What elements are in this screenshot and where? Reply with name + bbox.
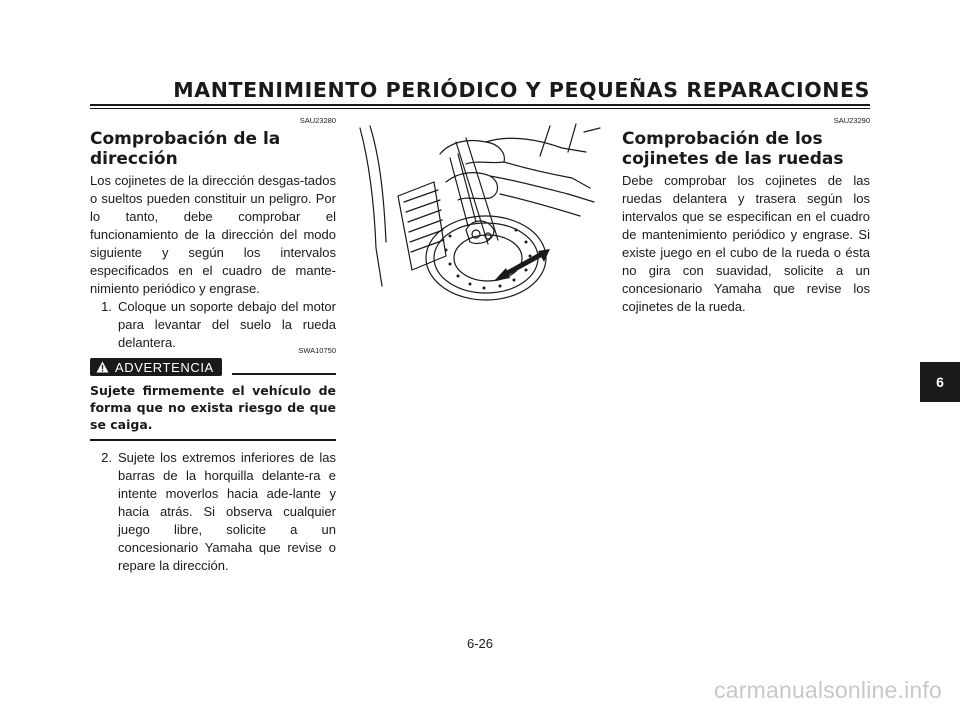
step-number: 1. <box>101 299 112 314</box>
section-title-line-2: dirección <box>90 149 178 169</box>
warning-triangle-icon <box>96 361 109 373</box>
page-number: 6-26 <box>466 636 494 651</box>
warning-box <box>90 346 336 441</box>
header-rule <box>90 104 870 106</box>
section-title-line-1: Comprobación de la <box>90 129 281 149</box>
section-code: SAU23280 <box>299 116 336 125</box>
section-code: SAU23290 <box>833 116 870 125</box>
header-rule-thin <box>90 108 870 109</box>
warning-badge <box>90 358 222 376</box>
section-title-line-2: cojinetes de las ruedas <box>622 149 844 169</box>
watermark: carmanualsonline.info <box>714 677 942 703</box>
steering-section <box>90 116 336 575</box>
section-title <box>90 129 336 169</box>
chapter-title: MANTENIMIENTO PERIÓDICO Y PEQUEÑAS REPARACIONES <box>173 78 870 102</box>
steering-intro: Los cojinetes de la dirección desgas-tados o sueltos pueden constituir un peligro. Por lo tanto, debe comprobar el funcionamiento de la dirección del modo siguiente y según los intervalos especificados en el cuadro de mante-nimiento periódico y engrase. <box>90 173 336 296</box>
page-header <box>90 70 870 110</box>
warning-header <box>90 358 336 376</box>
warning-text: Sujete firmemente el vehículo de forma que no exista riesgo de que se caiga. <box>90 383 336 432</box>
wheel-bearings-section <box>622 116 870 316</box>
step-item <box>90 298 336 352</box>
warning-label: ADVERTENCIA <box>115 359 214 375</box>
section-title <box>622 129 870 169</box>
chapter-tab: 6 <box>920 362 960 402</box>
warning-bottom-rule <box>90 439 336 441</box>
wheel-bearings-body: Debe comprobar los cojinetes de las ruedas delantera y trasera según los intervalos que se especifican en el cuadro de mantenimiento periódico y engrase. Si existe juego en el cubo de la rueda o ésta no gira con suavidad, solicite a un concesionario Yamaha que revise los cojinetes de la rueda. <box>622 173 870 314</box>
step-number: 2. <box>101 450 112 465</box>
fork-check-illustration <box>354 118 604 308</box>
section-title-line-1: Comprobación de los <box>622 129 823 149</box>
step-item <box>90 449 336 575</box>
step-text: Coloque un soporte debajo del motor para levantar del suelo la rueda delantera. <box>118 299 336 350</box>
warning-code: SWA10750 <box>298 346 336 355</box>
warning-rule <box>232 373 336 375</box>
step-text: Sujete los extremos inferiores de las barras de la horquilla delante-ra e intente moverlos hacia ade-lante y hacia atrás. Si observa cualquier juego libre, solicite a un concesionario Yamaha que revise o repare la dirección. <box>118 450 336 573</box>
